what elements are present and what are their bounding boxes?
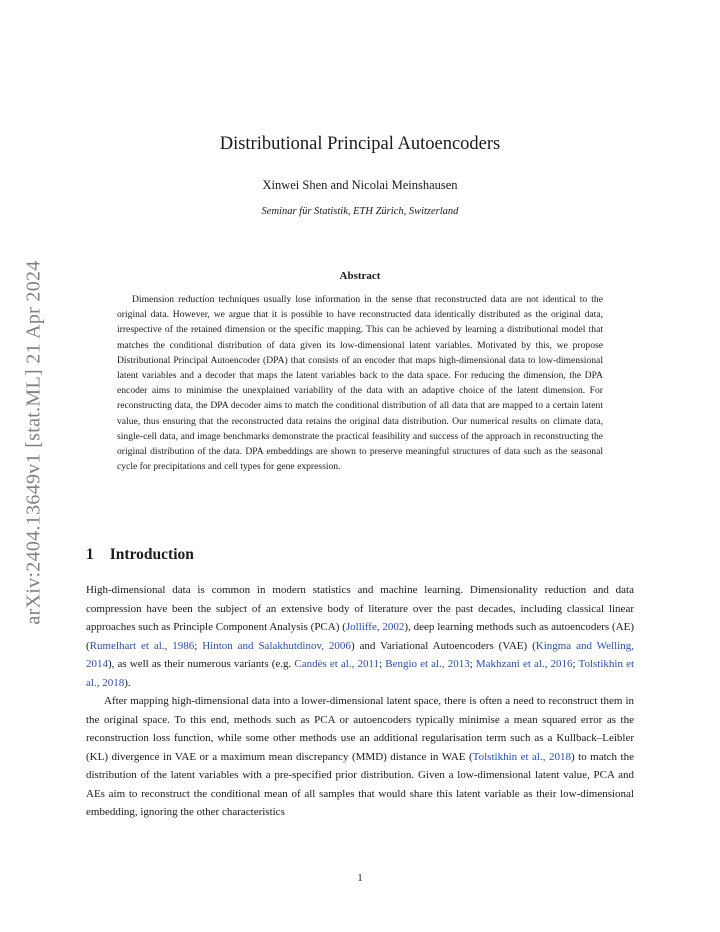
text-run: ) to match the distribution of the latent variables with a pre-specified prior distribution. Given a low-dimensional latent value, PCA and AEs aim to reconstruct the conditional mean of all samples that would share this latent variable as their low-dimensional embedding, ignoring the other characteristics: [86, 750, 634, 818]
section-number: 1: [86, 546, 94, 563]
text-run: ), deep learning methods such as autoencoders (AE) (: [86, 621, 634, 652]
citation-link[interactable]: Kingma and Welling, 2014: [86, 639, 634, 670]
citation-link[interactable]: Rumelhart et al., 1986: [89, 639, 195, 652]
citation-link[interactable]: Tolstikhin et al., 2018: [86, 658, 635, 689]
citation-link[interactable]: Bengio et al., 2013: [385, 658, 470, 670]
arxiv-stamp-text: arXiv:2404.13649v1 [stat.ML] 21 Apr 2024: [22, 259, 45, 625]
citation-link[interactable]: Jolliffe, 2002: [345, 621, 405, 633]
text-run: ), as well as their numerous variants (e.g.: [108, 658, 295, 670]
paragraph-1: [86, 581, 634, 692]
paragraph-2: [86, 692, 634, 822]
text-run: ;: [469, 658, 476, 670]
citation-link[interactable]: Tolstikhin et al., 2018: [472, 750, 571, 763]
arxiv-stamp: [14, 242, 54, 642]
text-run: ) and Variational Autoencoders (VAE) (: [350, 639, 536, 652]
abstract-heading: Abstract: [339, 270, 381, 282]
paper-authors: Xinwei Shen and Nicolai Meinshausen: [262, 178, 458, 192]
text-run: ;: [572, 658, 579, 670]
abstract-text: Dimension reduction techniques usually lose information in the sense that reconstructed data are not identical to the original data. However, we argue that it is possible to have reconstructed data identically distributed as the original data, irrespective of the retained dimension or the specific mapping. This can be achieved by learning a distributional model that matches the conditional distribution of data given its low-dimensional latent variables. Motivated by this, we propose Distributional Principal Autoencoder (DPA) that consists of an encoder that maps high-dimensional data to low-dimensional latent variables and a decoder that maps the latent variables back to the data space. For reducing the dimension, the DPA encoder aims to minimise the unexplained variability of the data with an adaptive choice of the latent dimension. For reconstructing data, the DPA decoder aims to match the conditional distribution of all data that are mapped to a certain latent value, thus ensuring that the reconstructed data retains the original data distribution. Our numerical results on climate data, single-cell data, and image benchmarks demonstrate the practical feasibility and success of the approach in reconstructing the original distribution of the data. DPA embeddings are shown to preserve meaningful structures of data such as the seasonal cycle for precipitations and cell types for gene expression.: [117, 294, 603, 473]
paper-title: Distributional Principal Autoencoders: [219, 134, 501, 154]
citation-link[interactable]: Candès et al., 2011: [294, 658, 380, 670]
section-heading: [86, 546, 194, 564]
page-number: 1: [357, 872, 363, 884]
citation-link[interactable]: Makhzani et al., 2016: [475, 658, 573, 670]
body-text: [86, 581, 634, 822]
text-run: After mapping high-dimensional data into a lower-dimensional latent space, there is often a need to reconstruct them in the original space. To this end, methods such as PCA or autoencoders typically minimise a mean squared error as the reconstruction loss function, while some other methods use an additional regularisation term such as a Kullback–Leibler (KL) divergence in VAE or a maximum mean discrepancy (MMD) distance in WAE (: [86, 695, 634, 763]
section-title: Introduction: [109, 546, 194, 563]
text-run: ;: [194, 639, 203, 652]
text-run: ).: [124, 676, 131, 689]
citation-link[interactable]: Hinton and Salakhutdinov, 2006: [202, 639, 351, 652]
text-run: ;: [379, 658, 386, 670]
author-affiliation: Seminar für Statistik, ETH Zürich, Switzerland: [261, 206, 459, 217]
text-run: High-dimensional data is common in modern statistics and machine learning. Dimensionality reduction and data compression have been the subject of an extensive body of literature over the past decades, including classical linear approaches such as Principle Component Analysis (PCA) (: [86, 584, 634, 633]
